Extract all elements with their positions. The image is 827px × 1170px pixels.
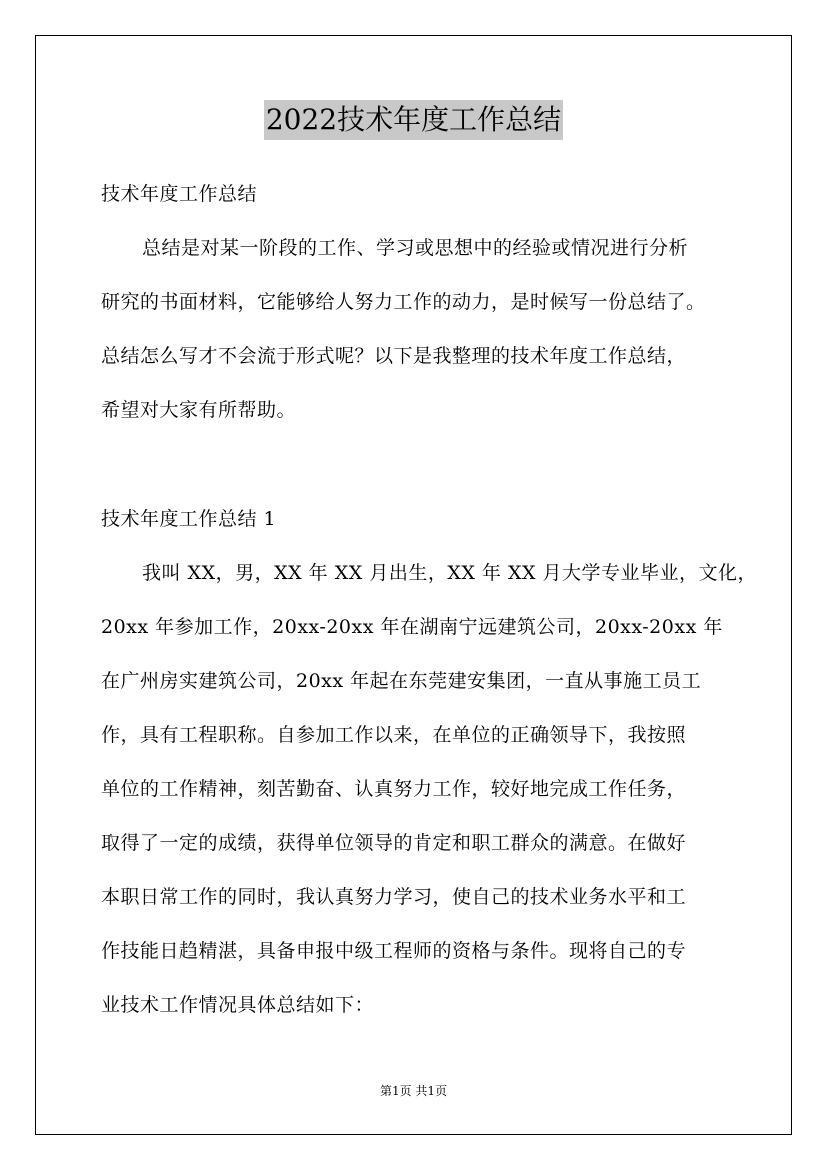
title-container	[0, 100, 827, 140]
document-title: 2022技术年度工作总结	[264, 100, 563, 140]
paragraph-line: 业技术工作情况具体总结如下：	[101, 994, 375, 1016]
paragraph-line: 总结是对某一阶段的工作、学习或思想中的经验或情况进行分析	[142, 237, 689, 259]
section-heading: 技术年度工作总结 1	[101, 508, 277, 530]
paragraph-line: 取得了一定的成绩，获得单位领导的肯定和职工群众的满意。在做好	[101, 832, 687, 854]
paragraph-line: 单位的工作精神，刻苦勤奋、认真努力工作，较好地完成工作任务，	[101, 778, 687, 800]
page-footer: 第1页 共1页	[379, 1084, 448, 1098]
paragraph-line: 作，具有工程职称。自参加工作以来，在单位的正确领导下，我按照	[101, 724, 687, 746]
paragraph-line: 总结怎么写才不会流于形式呢？以下是我整理的技术年度工作总结，	[101, 345, 687, 367]
paragraph-line: 作技能日趋精湛，具备申报中级工程师的资格与条件。现将自己的专	[101, 940, 687, 962]
paragraph-line: 希望对大家有所帮助。	[101, 399, 297, 421]
paragraph-line: 我叫 XX，男，XX 年 XX 月出生，XX 年 XX 月大学专业毕业，文化，	[142, 562, 758, 584]
paragraph-line: 研究的书面材料，它能够给人努力工作的动力，是时候写一份总结了。	[101, 291, 706, 313]
paragraph-line: 本职日常工作的同时，我认真努力学习，使自己的技术业务水平和工	[101, 886, 687, 908]
paragraph-line: 在广州房实建筑公司，20xx 年起在东莞建安集团，一直从事施工员工	[101, 670, 702, 692]
section-heading: 技术年度工作总结	[101, 183, 258, 205]
paragraph-line: 20xx 年参加工作，20xx-20xx 年在湖南宁远建筑公司，20xx-20xx 年	[101, 616, 723, 638]
